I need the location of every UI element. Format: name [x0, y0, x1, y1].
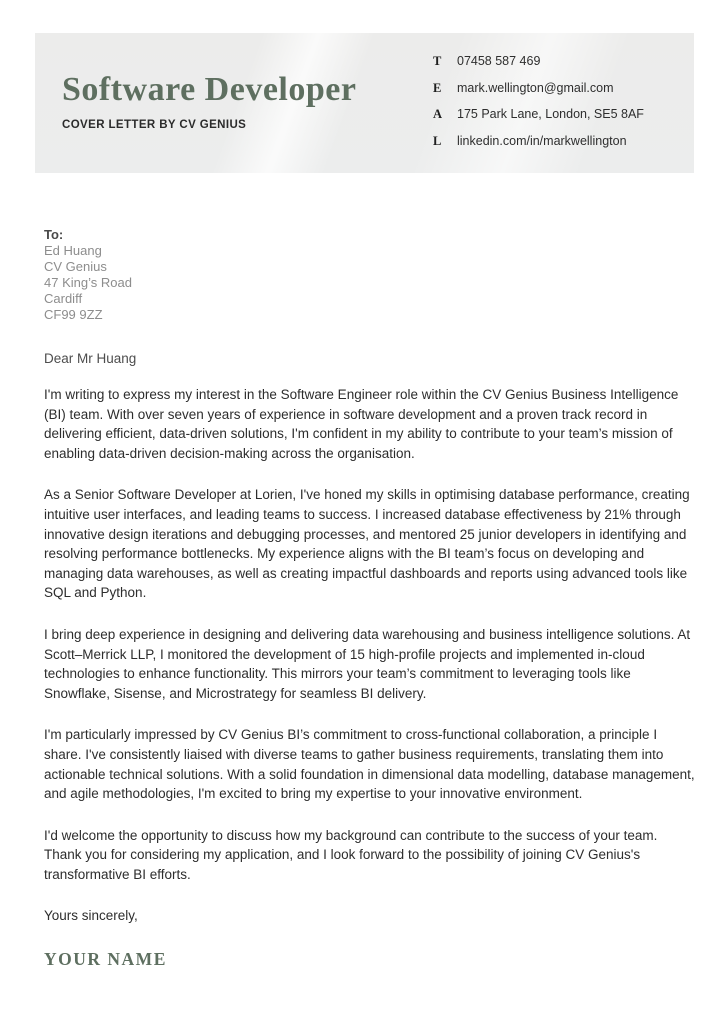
- closing-valediction: Yours sincerely,: [44, 908, 138, 924]
- address-label: A: [433, 107, 443, 121]
- phone-label: T: [433, 54, 442, 68]
- recipient-name: Ed Huang: [44, 243, 102, 258]
- title-block: [62, 71, 356, 131]
- page-subtitle: COVER LETTER BY CV GENIUS: [62, 119, 247, 131]
- contact-row-email: [433, 81, 644, 95]
- paragraph-4: I'm particularly impressed by CV Genius BI’s commitment to cross-functional collaboration, a principle I share. I've consistently liaised with diverse teams to gather business requirements, translating them into actionable technical solutions. With a solid foundation in dimensional data modelling, database management, and agile methodologies, I'm excited to bring my expertise to your innovative environment.: [44, 727, 695, 802]
- paragraph-5: I'd welcome the opportunity to discuss how my background can contribute to the success of your team. Thank you for considering my application, and I look forward to the possibility of joining CV Genius's transformative BI efforts.: [44, 827, 658, 882]
- contact-row-linkedin: [433, 134, 644, 148]
- contact-row-phone: [433, 54, 644, 68]
- contact-row-address: [433, 107, 644, 121]
- recipient-company: CV Genius: [44, 259, 107, 274]
- salutation: Dear Mr Huang: [44, 351, 137, 366]
- email-label: E: [433, 80, 442, 95]
- linkedin-value: linkedin.com/in/markwellington: [457, 133, 627, 148]
- email-value: mark.wellington@gmail.com: [457, 80, 614, 95]
- paragraph-2: As a Senior Software Developer at Lorien, I've honed my skills in optimising database performance, creating intuitive user interfaces, and leading teams to success. I increased database effectiveness by 21% through innovative design iterations and debugging processes, and mentored 25 junior developers in identifying and resolving performance bottlenecks. My experience aligns with the BI team’s focus on developing and managing data warehouses, as well as creating impactful dashboards and reports using advanced tools like SQL and Python.: [44, 487, 690, 601]
- header-banner: [35, 33, 694, 173]
- paragraph-1: I'm writing to express my interest in the Software Engineer role within the CV Genius Business Intelligence (BI) team. With over seven years of experience in software development and a proven track record in delivering efficient, data-driven solutions, I'm confident in my ability to contribute to your team’s mission of enabling data-driven decision-making across the organisation.: [44, 387, 679, 461]
- recipient-street: 47 King’s Road: [44, 275, 132, 290]
- letter-body: [44, 226, 698, 970]
- paragraph-3: I bring deep experience in designing and delivering data warehousing and business intelligence solutions. At Scott–Merrick LLP, I monitored the development of 15 high-profile projects and implemented in-cloud technologies to enhance functionality. This mirrors your team’s commitment to leveraging tools like Snowflake, Sisense, and Microstrategy for seamless BI delivery.: [44, 626, 691, 701]
- signature-name: YOUR NAME: [44, 949, 167, 970]
- phone-value: 07458 587 469: [457, 54, 541, 68]
- page-title: Software Developer: [62, 71, 357, 108]
- address-value: 175 Park Lane, London, SE5 8AF: [457, 107, 644, 121]
- recipient-label: To:: [44, 227, 64, 242]
- contact-list: [433, 54, 644, 160]
- linkedin-label: L: [433, 133, 442, 148]
- recipient-postcode: CF99 9ZZ: [44, 307, 103, 322]
- recipient-city: Cardiff: [44, 291, 83, 306]
- recipient-address: [44, 243, 698, 323]
